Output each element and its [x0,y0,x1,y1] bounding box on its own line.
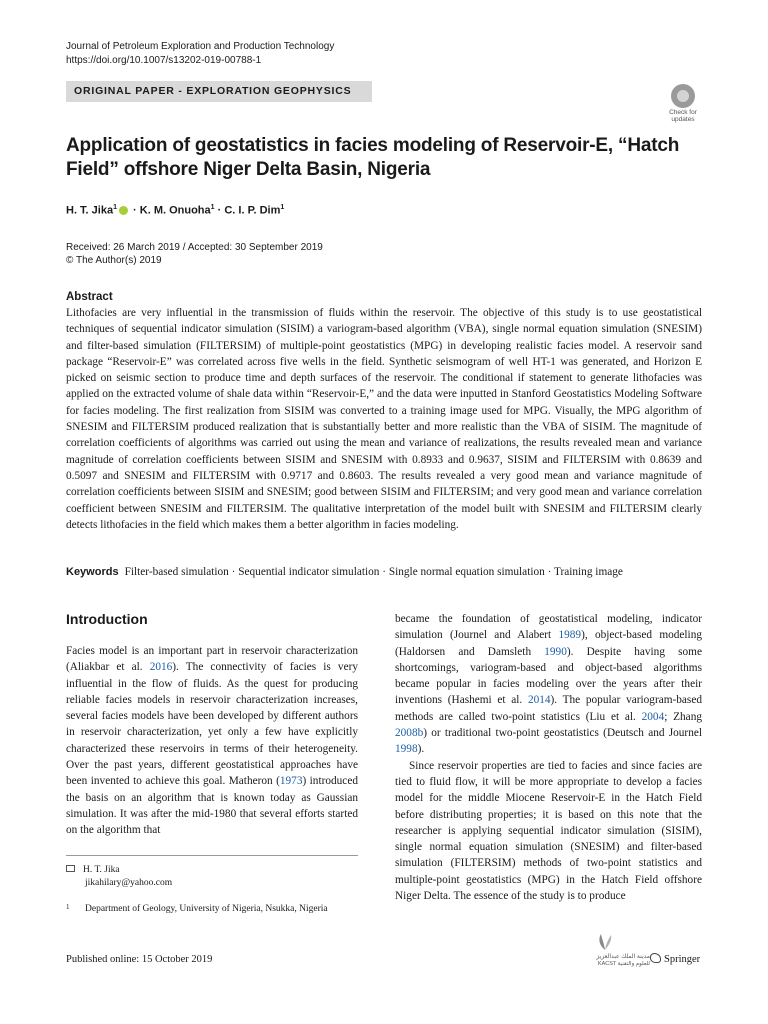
paragraph: became the foundation of geostatistical modeling, indicator simulation (Journel and Alabert 1989), object-based modeling (Haldorsen and Damsleth 1990). Despite having some shortcomings, variogram-based and object-based algorithms became popular in facies modeling over the years after their inventions (Hashemi et al. 2014). The popular variogram-based methods are called two-point statistics (Liu et al. 2004; Zhang 2008b) or traditional two-point geostatistics (Deutsch and Journel 1998). [395,613,702,756]
check-updates-text: Check for updates [669,109,697,123]
citation-link[interactable]: 2016 [149,661,173,674]
paragraph: Facies model is an important part in reservoir characterization (Aliakbar et al. 2016). The connectivity of facies is very influential in the flow of fluids. As the quest for producing reliable facies models in reservoir characterization increases, several facies models have been developed by different authors in reservoir characterization, yet only a few have explicitly characterized these reservoirs in terms of their heterogeneity. Over the past years, different geostatistical approaches have been invented to achieve this goal. Matheron (1973) introduced the basis on an algorithm that is known today as Gaussian simulation. It was after the mid-1980 that several efforts started on the algorithm that [66,645,358,837]
author-separator: · [129,204,140,217]
corresponding-author-email[interactable]: jikahilary@yahoo.com [85,878,173,888]
received-accepted: Received: 26 March 2019 / Accepted: 30 September 2019 [66,242,323,253]
author-separator: · [214,204,225,217]
author-name[interactable]: K. M. Onuoha [139,204,211,217]
journal-doi[interactable]: https://doi.org/10.1007/s13202-019-00788-1 [66,55,262,66]
corresponding-author-name: H. T. Jika [83,865,120,875]
check-for-updates-badge[interactable] [662,84,704,122]
body-column-left [66,643,358,839]
orcid-icon[interactable] [119,206,128,215]
corresponding-author [66,864,172,890]
affiliation-text: Department of Geology, University of Nigeria, Nsukka, Nigeria [85,904,328,914]
article-dates [66,241,323,267]
kacst-logo: مدينة الملك عبدالعزيز KACST للعلوم والتقنية [580,933,648,971]
citation-link[interactable]: 2004 [641,710,665,723]
citation-link[interactable]: 1998 [395,743,418,756]
copyright: © The Author(s) 2019 [66,255,162,266]
affiliation-marker: 1 [280,204,285,211]
envelope-icon [66,865,75,872]
article-type-banner: ORIGINAL PAPER - EXPLORATION GEOPHYSICS [66,81,372,102]
citation-link[interactable]: 1989 [558,629,582,642]
check-updates-icon [671,84,695,108]
keywords [66,566,623,578]
journal-header [66,40,334,68]
affiliation-marker: 1 [210,204,215,211]
author-name[interactable]: H. T. Jika [66,204,114,217]
paper-title: Application of geostatistics in facies modeling of Reservoir-E, “Hatch Field” offshore Niger Delta Basin, Nigeria [66,135,680,180]
footnote-divider [66,855,358,856]
body-column-right [395,611,702,904]
citation-link[interactable]: 2014 [527,694,551,707]
springer-horse-icon [650,953,661,963]
journal-name: Journal of Petroleum Exploration and Production Technology [66,41,335,52]
affiliation-marker: 1 [113,204,117,211]
affiliation-footnote [66,903,356,916]
author-list [66,204,284,217]
keywords-list: Filter-based simulation · Sequential indicator simulation · Single normal equation simulation · Training image [124,566,623,578]
affiliation-number: 1 [66,903,70,911]
author-name[interactable]: C. I. P. Dim [224,204,281,217]
citation-link[interactable]: 2008b [395,727,424,740]
keywords-label: Keywords [66,566,119,578]
citation-link[interactable]: 1973 [279,775,303,788]
abstract-heading: Abstract [66,291,113,303]
introduction-heading: Introduction [66,611,148,627]
kacst-logo-icon [596,933,614,951]
citation-link[interactable]: 1990 [544,645,567,658]
publisher-name: Springer [664,954,701,965]
abstract-text: Lithofacies are very influential in the transmission of fluids within the reservoir. The objective of this study is to use geostatistical techniques of sequential indicator simulation (SISIM) a variogram-based algorithm (VBA), single normal equation simulation (SNESIM) and filter-based simulation (FILTERSIM) of multiple-point geostatistics (MPG) in developing realistic facies model. A reservoir sand package “Reservoir-E” was correlated across five wells in the field. Synthetic seismogram of well HT-1 was generated, and Horizon E picked on seismic section to produce time and depth surfaces of the reservoir. The conditional if statement to generate lithofacies was applied on the extracted volume of shale data within “Reservoir-E,” and the data were inputted in Stanford Geostatistics Modeling Software for facies modeling. The first realization from SISIM was converted to a training image used for MPG. Visually, the MPG algorithm of SNESIM and FILTERSIM produced realization that is substantially better and more realistic than the VBA of SISIM. The magnitude of correlation coefficients of algorithms was carried out using the mean and variance of realizations, the results revealed mean and variance magnitude of correlation coefficients between SISIM and SNESIM with 0.8933 and 0.9637, SISIM and FILTERSIM with 0.8639 and 0.5097 and SNESIM and FILTERSIM with 0.9717 and 0.8603. The results revealed a very good mean and variance magnitude of correlation coefficients between SISIM and SNESIM; good between SISIM and FILTERSIM; and very good mean and variance correlation coefficient between SNESIM and FILTERSIM. The qualitative interpretation of the model built with SNESIM and FILTERSIM clearly detects lithofacies in the field which makes them a better algorithm in facies modeling. [66,307,702,531]
paragraph: Since reservoir properties are tied to facies and since facies are tied to fluid flow, it will be more appropriate to develop a facies model for the middle Miocene Reservoir-E in the Hatch Field before distributing properties; it is based on this note that the researcher is applying sequential indicator simulation (SISIM), single normal equation simulation (SNESIM) and filter-based simulation (FILTERSIM) methods of two-point statistics and multiple-point geostatistics (MPG) in the Hatch Field offshore Niger Delta. The essence of the study is to produce [395,759,702,903]
springer-logo [650,953,700,965]
published-online: Published online: 15 October 2019 [66,954,213,965]
